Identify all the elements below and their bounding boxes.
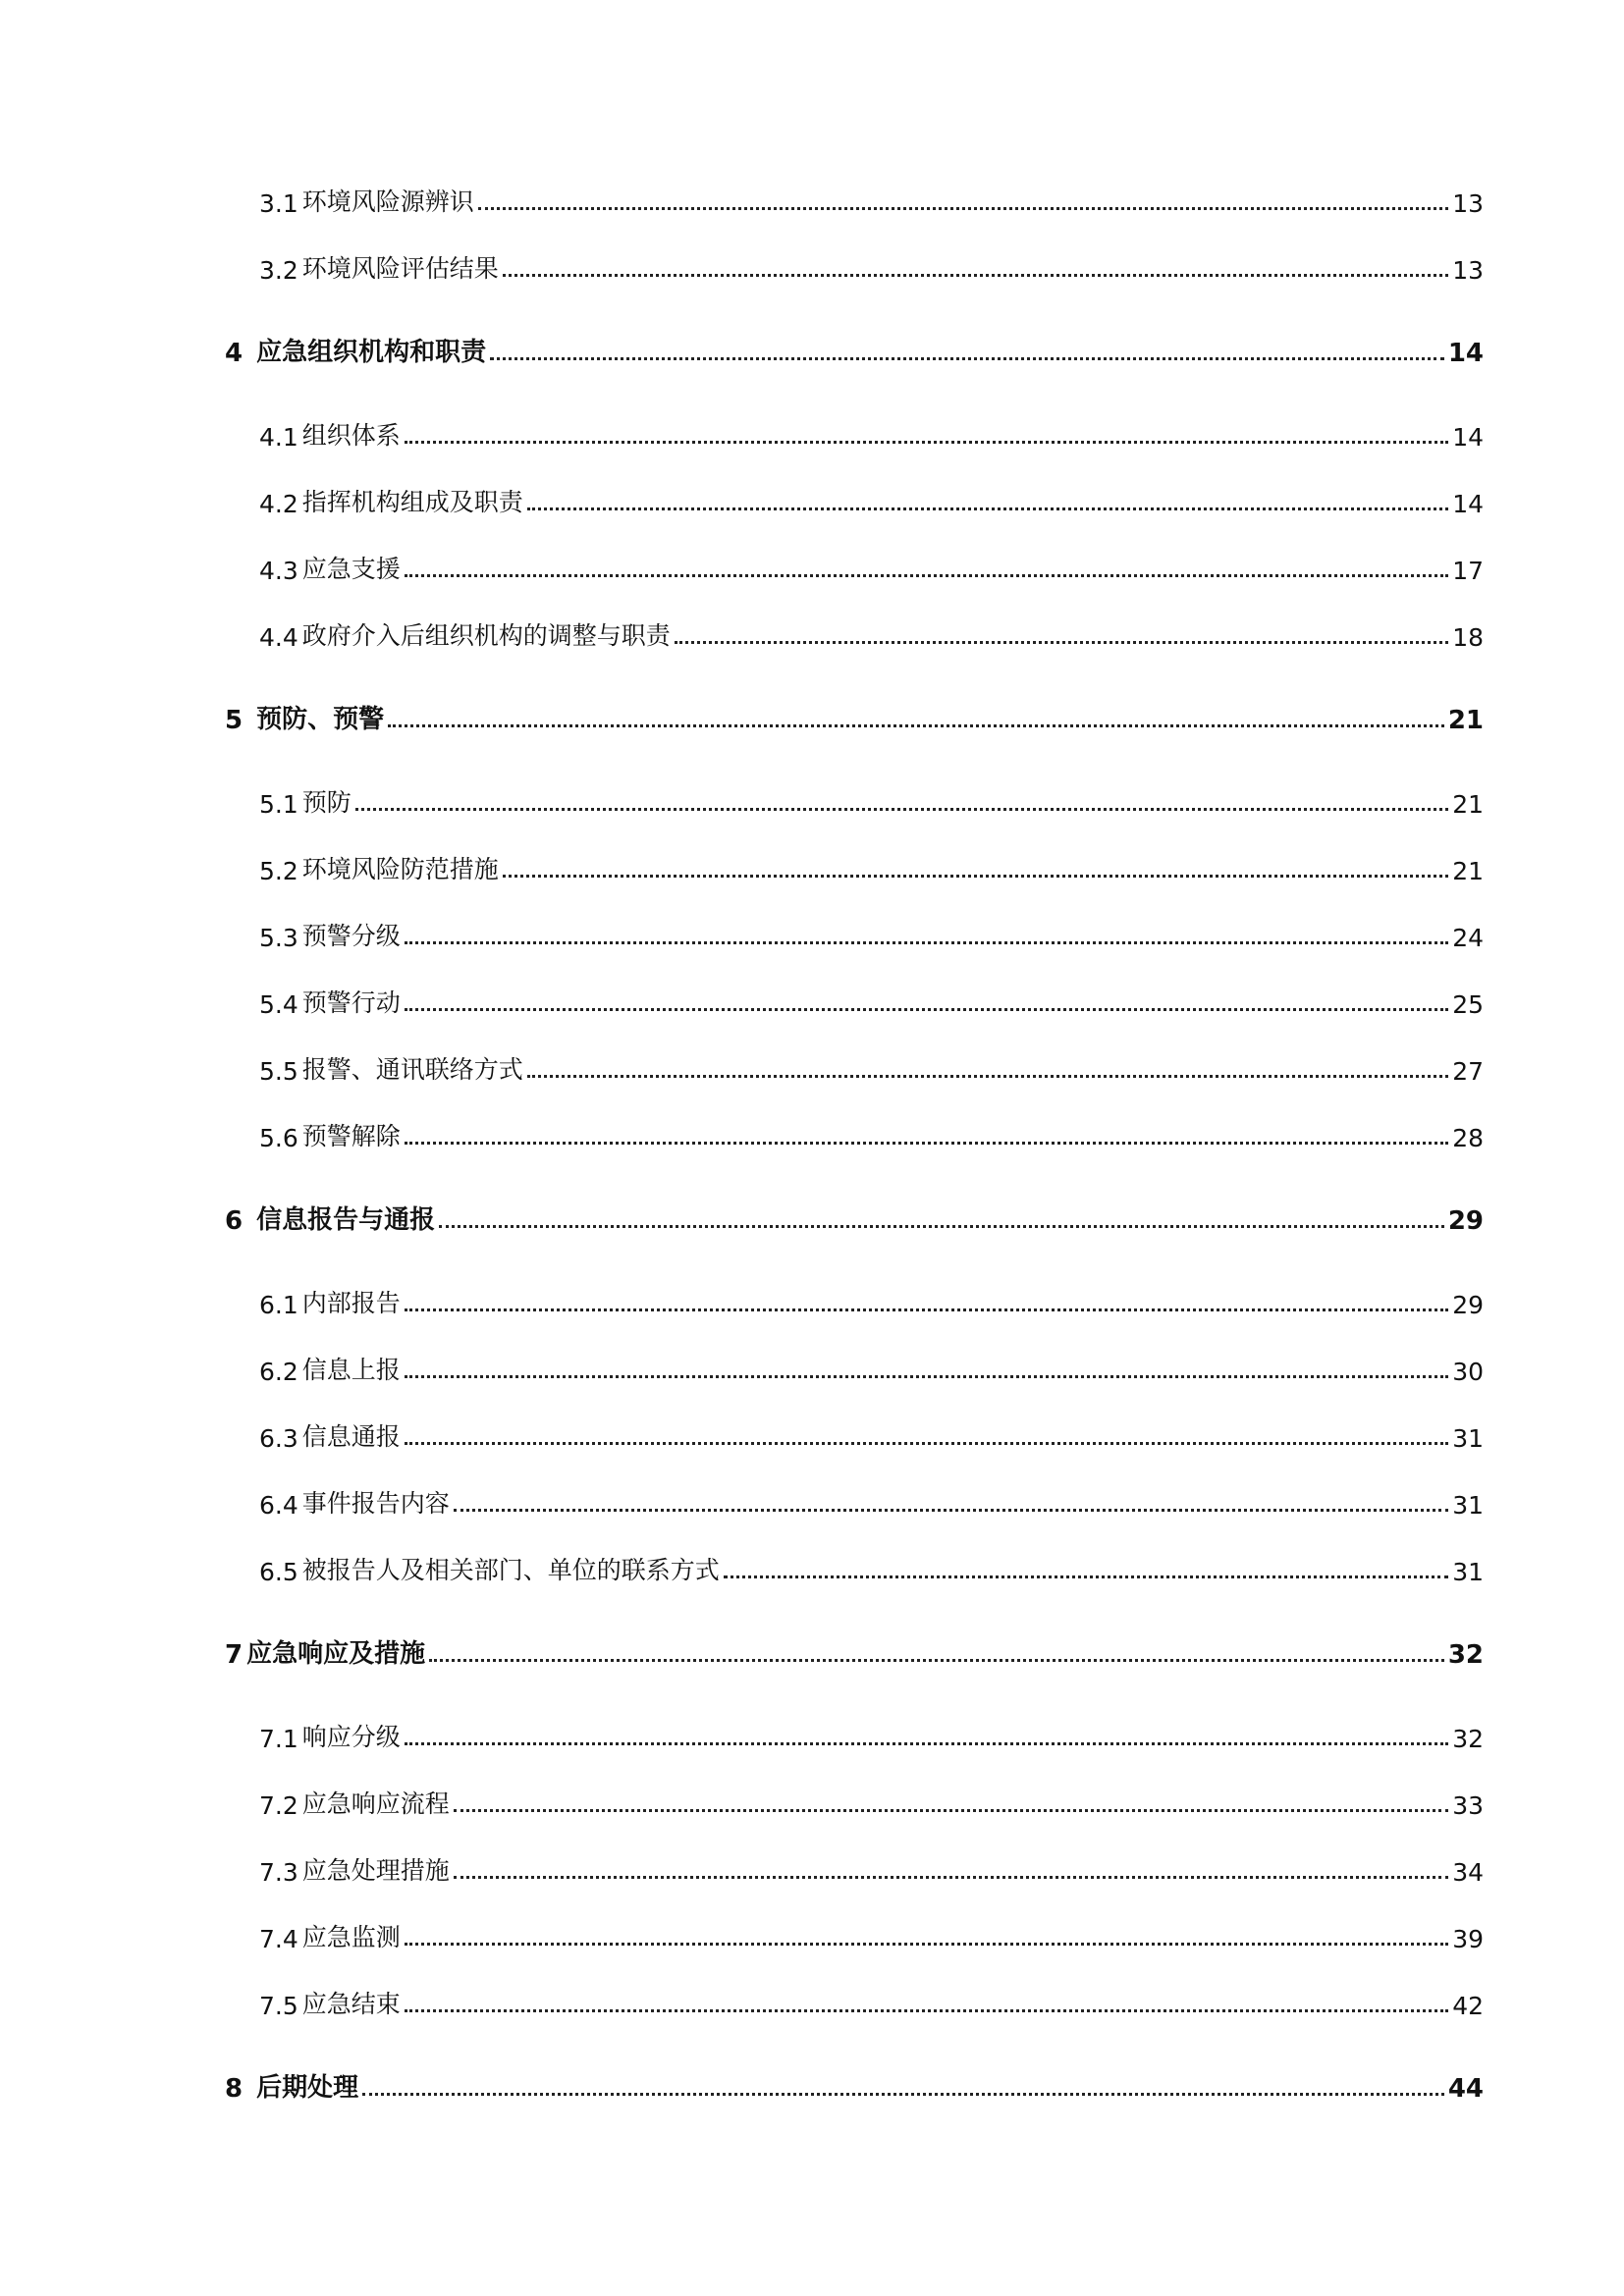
toc-entry-title: 组织体系 — [301, 421, 401, 450]
toc-entry-page: 31 — [1452, 1424, 1484, 1453]
toc-entry-7-3[interactable] — [259, 1843, 1484, 1887]
dot-leader — [454, 1809, 1448, 1812]
toc-entry-number: 7.2 — [259, 1791, 298, 1820]
dot-leader — [439, 1225, 1444, 1228]
toc-entry-number: 7.1 — [259, 1725, 298, 1753]
toc-entry-page: 14 — [1452, 490, 1484, 518]
toc-entry-page: 17 — [1452, 557, 1484, 585]
toc-entry-title: 环境风险防范措施 — [301, 855, 499, 883]
toc-chapter-page: 29 — [1447, 1206, 1484, 1236]
toc-entry-6-4[interactable] — [259, 1476, 1484, 1520]
toc-entry-7-1[interactable] — [259, 1710, 1484, 1753]
toc-chapter-number: 7 — [225, 1640, 244, 1670]
toc-chapter-number: 4 — [225, 339, 244, 368]
toc-entry-6-5[interactable] — [259, 1543, 1484, 1586]
dot-leader — [405, 1142, 1448, 1145]
dot-leader — [405, 441, 1448, 444]
toc-entry-5-1[interactable] — [259, 775, 1484, 819]
dot-leader — [478, 207, 1448, 210]
toc-entry-page: 27 — [1452, 1057, 1484, 1086]
toc-entry-5-6[interactable] — [259, 1109, 1484, 1152]
dot-leader — [405, 574, 1448, 577]
toc-chapter-4[interactable] — [225, 325, 1484, 368]
toc-entry-number: 7.4 — [259, 1925, 298, 1953]
toc-chapter-8[interactable] — [225, 2060, 1484, 2104]
toc-entry-6-1[interactable] — [259, 1276, 1484, 1319]
toc-entry-title: 应急响应流程 — [301, 1789, 450, 1818]
toc-entry-page: 14 — [1452, 423, 1484, 452]
toc-entry-title: 被报告人及相关部门、单位的联系方式 — [301, 1556, 720, 1584]
dot-leader — [454, 1509, 1448, 1512]
dot-leader — [388, 724, 1444, 727]
toc-entry-title: 响应分级 — [301, 1723, 401, 1751]
toc-entry-5-2[interactable] — [259, 842, 1484, 885]
dot-leader — [724, 1575, 1448, 1578]
toc-entry-number: 5.3 — [259, 924, 298, 952]
toc-chapter-title: 后期处理 — [256, 2073, 359, 2103]
toc-chapter-title: 信息报告与通报 — [256, 1205, 436, 1235]
toc-entry-page: 33 — [1452, 1791, 1484, 1820]
toc-chapter-6[interactable] — [225, 1193, 1484, 1236]
toc-entry-number: 4.4 — [259, 623, 298, 652]
dot-leader — [405, 1308, 1448, 1311]
toc-entry-number: 6.5 — [259, 1558, 298, 1586]
dot-leader — [675, 641, 1448, 644]
dot-leader — [490, 357, 1444, 360]
toc-entry-4-1[interactable] — [259, 408, 1484, 452]
toc-chapter-title: 预防、预警 — [256, 705, 385, 734]
toc-entry-title: 内部报告 — [301, 1289, 401, 1317]
toc-entry-4-3[interactable] — [259, 542, 1484, 585]
toc-entry-page: 42 — [1452, 1992, 1484, 2020]
dot-leader — [503, 875, 1448, 878]
toc-chapter-number: 6 — [225, 1206, 244, 1236]
dot-leader — [405, 941, 1448, 944]
dot-leader — [429, 1659, 1444, 1662]
toc-chapter-title: 应急组织机构和职责 — [256, 338, 487, 367]
dot-leader — [405, 1375, 1448, 1378]
toc-entry-title: 预警行动 — [301, 988, 401, 1017]
dot-leader — [405, 2009, 1448, 2012]
toc-chapter-5[interactable] — [225, 692, 1484, 735]
dot-leader — [503, 274, 1448, 277]
toc-entry-number: 6.3 — [259, 1424, 298, 1453]
toc-entry-3-2[interactable] — [259, 241, 1484, 285]
toc-entry-title: 环境风险评估结果 — [301, 254, 499, 283]
toc-entry-page: 39 — [1452, 1925, 1484, 1953]
toc-entry-page: 34 — [1452, 1858, 1484, 1887]
toc-entry-title: 报警、通讯联络方式 — [301, 1055, 523, 1084]
toc-entry-title: 应急结束 — [301, 1990, 401, 2018]
toc-entry-title: 预警分级 — [301, 922, 401, 950]
toc-entry-number: 5.1 — [259, 790, 298, 819]
dot-leader — [362, 2093, 1444, 2096]
toc-entry-title: 政府介入后组织机构的调整与职责 — [301, 621, 671, 650]
toc-entry-6-2[interactable] — [259, 1343, 1484, 1386]
toc-entry-title: 预警解除 — [301, 1122, 401, 1150]
toc-entry-page: 18 — [1452, 623, 1484, 652]
toc-entry-page: 24 — [1452, 924, 1484, 952]
toc-entry-5-4[interactable] — [259, 976, 1484, 1019]
toc-entry-4-2[interactable] — [259, 475, 1484, 518]
toc-entry-number: 6.4 — [259, 1491, 298, 1520]
toc-entry-title: 事件报告内容 — [301, 1489, 450, 1518]
dot-leader — [405, 1742, 1448, 1745]
toc-chapter-page: 32 — [1447, 1640, 1484, 1670]
dot-leader — [405, 1943, 1448, 1946]
toc-chapter-number: 8 — [225, 2074, 244, 2104]
toc-entry-page: 31 — [1452, 1491, 1484, 1520]
toc-entry-5-3[interactable] — [259, 909, 1484, 952]
dot-leader — [527, 1075, 1448, 1078]
toc-entry-number: 5.2 — [259, 857, 298, 885]
toc-entry-page: 21 — [1452, 857, 1484, 885]
toc-entry-page: 30 — [1452, 1358, 1484, 1386]
toc-entry-page: 25 — [1452, 990, 1484, 1019]
toc-entry-number: 4.1 — [259, 423, 298, 452]
toc-chapter-title: 应急响应及措施 — [246, 1639, 426, 1669]
toc-entry-number: 5.6 — [259, 1124, 298, 1152]
toc-entry-number: 4.2 — [259, 490, 298, 518]
toc-entry-page: 31 — [1452, 1558, 1484, 1586]
toc-entry-title: 指挥机构组成及职责 — [301, 488, 523, 516]
toc-entry-4-4[interactable] — [259, 609, 1484, 652]
toc-entry-3-1[interactable] — [259, 175, 1484, 218]
toc-entry-page: 32 — [1452, 1725, 1484, 1753]
toc-entry-number: 5.4 — [259, 990, 298, 1019]
toc-entry-title: 应急支援 — [301, 555, 401, 583]
toc-entry-title: 环境风险源辨识 — [301, 187, 474, 216]
toc-chapter-page: 14 — [1447, 339, 1484, 368]
toc-entry-number: 3.2 — [259, 256, 298, 285]
dot-leader — [527, 507, 1448, 510]
toc-entry-7-4[interactable] — [259, 1910, 1484, 1953]
toc-entry-number: 6.1 — [259, 1291, 298, 1319]
toc-chapter-7[interactable] — [225, 1627, 1484, 1670]
toc-entry-number: 3.1 — [259, 189, 298, 218]
dot-leader — [355, 808, 1448, 811]
toc-entry-7-2[interactable] — [259, 1777, 1484, 1820]
toc-entry-title: 预防 — [301, 788, 352, 817]
toc-entry-7-5[interactable] — [259, 1977, 1484, 2020]
toc-entry-page: 13 — [1452, 189, 1484, 218]
dot-leader — [405, 1008, 1448, 1011]
toc-entry-title: 信息通报 — [301, 1422, 401, 1451]
toc-entry-number: 7.5 — [259, 1992, 298, 2020]
toc-chapter-number: 5 — [225, 706, 244, 735]
toc-chapter-page: 21 — [1447, 706, 1484, 735]
toc-entry-page: 13 — [1452, 256, 1484, 285]
toc-entry-number: 7.3 — [259, 1858, 298, 1887]
toc-entry-number: 5.5 — [259, 1057, 298, 1086]
toc-entry-title: 应急处理措施 — [301, 1856, 450, 1885]
toc-entry-title: 信息上报 — [301, 1356, 401, 1384]
toc-entry-page: 28 — [1452, 1124, 1484, 1152]
toc-entry-page: 29 — [1452, 1291, 1484, 1319]
toc-entry-number: 6.2 — [259, 1358, 298, 1386]
toc-chapter-page: 44 — [1447, 2074, 1484, 2104]
toc-entry-number: 4.3 — [259, 557, 298, 585]
toc-entry-5-5[interactable] — [259, 1042, 1484, 1086]
toc-entry-page: 21 — [1452, 790, 1484, 819]
dot-leader — [454, 1876, 1448, 1879]
toc-entry-6-3[interactable] — [259, 1410, 1484, 1453]
dot-leader — [405, 1442, 1448, 1445]
toc-entry-title: 应急监测 — [301, 1923, 401, 1951]
